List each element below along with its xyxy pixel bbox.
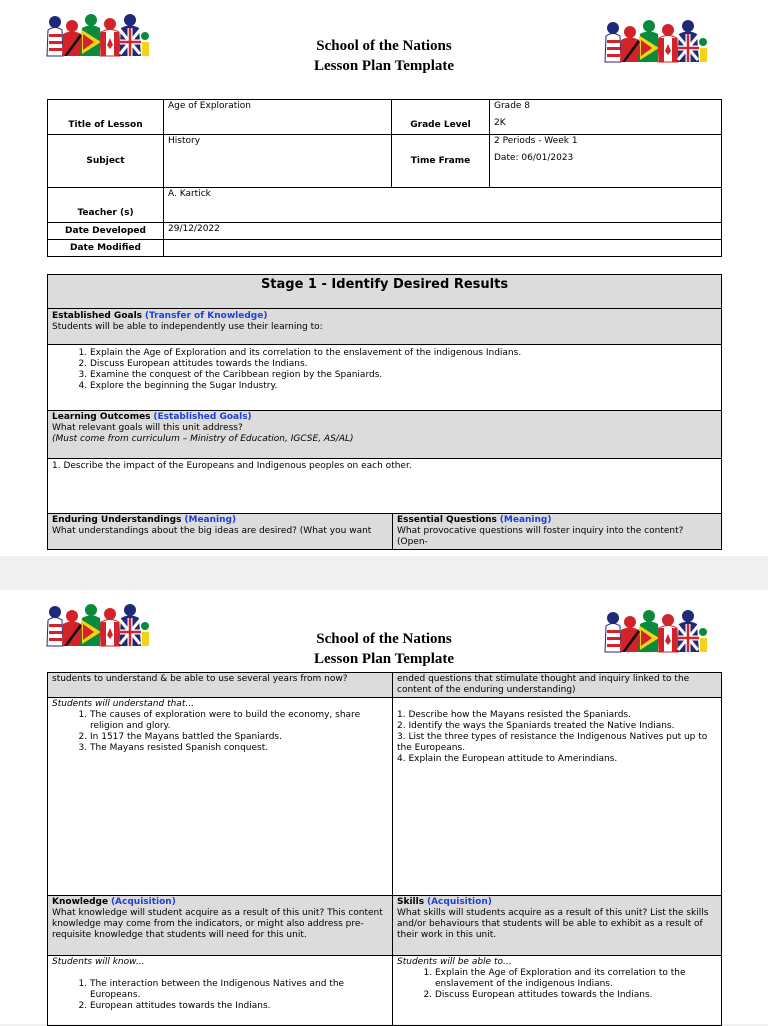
- outcomes-heading: Learning Outcomes: [52, 412, 151, 422]
- timeframe-value[interactable]: [490, 135, 722, 188]
- outcomes-prompt: What relevant goals will this unit address?: [52, 423, 243, 433]
- teacher-value[interactable]: A. Kartick: [164, 188, 722, 223]
- questions-content[interactable]: [393, 698, 722, 896]
- eu-tag: (Meaning): [184, 515, 237, 525]
- modified-value[interactable]: [164, 240, 722, 257]
- stage-1-continued-table: [47, 672, 722, 1026]
- goals-tag: (Transfer of Knowledge): [144, 311, 268, 321]
- skills-prompt: What skills will students acquire as a result of this unit? List the skills and/or behaviours that students will be able to exhibit as a result of their work in this unit.: [397, 908, 709, 940]
- timeframe-line-1: 2 Periods - Week 1: [494, 136, 578, 146]
- eu-prompt-continued: students to understand & be able to use several years from now?: [48, 673, 393, 698]
- subject-label: Subject: [48, 135, 164, 188]
- goals-heading: Established Goals: [52, 311, 143, 321]
- stage-1-table: [47, 274, 722, 550]
- page-2: [0, 590, 768, 1024]
- grade-line-2: 2K: [494, 118, 506, 128]
- grade-line-1: Grade 8: [494, 101, 531, 111]
- outcomes-tag: (Established Goals): [153, 412, 252, 422]
- developed-value[interactable]: 29/12/2022: [164, 223, 722, 240]
- eu-heading: Enduring Understandings: [52, 515, 182, 525]
- title-label: Title of Lesson: [48, 100, 164, 135]
- list-item: 3. The Mayans resisted Spanish conquest.: [90, 743, 388, 754]
- skills-heading: Skills: [397, 897, 425, 907]
- timeframe-label: Time Frame: [392, 135, 490, 188]
- list-item: 3. Examine the conquest of the Caribbean region by the Spaniards.: [90, 370, 717, 381]
- knowledge-content[interactable]: [48, 956, 393, 1026]
- skills-list: [397, 968, 717, 1001]
- eq-prompt: What provocative questions will foster inquiry into the content? (Open-: [397, 526, 684, 547]
- goals-content[interactable]: [48, 345, 722, 411]
- goals-list: [52, 348, 717, 392]
- list-item: 2. Identify the ways the Spaniards treated the Native Indians.: [397, 721, 675, 731]
- school-name: School of the Nations: [316, 38, 452, 54]
- list-item: 4. Explain the European attitude to Amerindians.: [397, 754, 618, 764]
- skills-content[interactable]: [393, 956, 722, 1026]
- eq-tag: (Meaning): [499, 515, 552, 525]
- established-goals-header: [48, 309, 722, 345]
- timeframe-line-2: Date: 06/01/2023: [494, 153, 574, 163]
- able-lead: Students will be able to...: [397, 957, 512, 967]
- template-title: Lesson Plan Template: [313, 651, 455, 667]
- list-item: 2. European attitudes towards the Indians.: [90, 1001, 388, 1012]
- grade-label: Grade Level: [392, 100, 490, 135]
- knowledge-header: [48, 896, 393, 956]
- essential-questions-header: [393, 514, 722, 550]
- knowledge-prompt: What knowledge will student acquire as a result of this unit? This content knowledge may come from the indicators, or might also address pre-requisite knowledge that students will need for this unit.: [52, 908, 383, 940]
- lesson-info-table: [47, 99, 722, 257]
- developed-label: Date Developed: [48, 223, 164, 240]
- eq-heading: Essential Questions: [397, 515, 497, 525]
- list-item: 4. Explore the beginning the Sugar Industry.: [90, 381, 717, 392]
- skills-tag: (Acquisition): [426, 897, 492, 907]
- knowledge-heading: Knowledge: [52, 897, 109, 907]
- list-item: 3. List the three types of resistance the Indigenous Natives put up to the Europeans.: [397, 732, 708, 753]
- outcomes-content[interactable]: 1. Describe the impact of the Europeans and Indigenous peoples on each other.: [48, 459, 722, 514]
- template-title: Lesson Plan Template: [313, 58, 455, 74]
- school-name: School of the Nations: [316, 631, 452, 647]
- list-item: 2. In 1517 the Mayans battled the Spaniards.: [90, 732, 388, 743]
- list-item: 1. Describe how the Mayans resisted the Spaniards.: [397, 710, 631, 720]
- understandings-list: [52, 710, 388, 754]
- eu-prompt: What understandings about the big ideas are desired? (What you want: [52, 526, 372, 536]
- knowledge-tag: (Acquisition): [110, 897, 176, 907]
- subject-value[interactable]: History: [164, 135, 392, 188]
- skills-header: [393, 896, 722, 956]
- understand-lead: Students will understand that...: [52, 699, 194, 709]
- list-item: 1. Explain the Age of Exploration and its correlation to the enslavement of the indigenous Indians.: [435, 968, 717, 990]
- grade-value[interactable]: [490, 100, 722, 135]
- modified-label: Date Modified: [48, 240, 164, 257]
- enduring-understandings-header: [48, 514, 393, 550]
- understandings-content[interactable]: [48, 698, 393, 896]
- list-item: 1. Explain the Age of Exploration and its correlation to the enslavement of the indigenous Indians.: [90, 348, 717, 359]
- list-item: 1. The causes of exploration were to build the economy, share religion and glory.: [90, 710, 388, 732]
- list-item: 2. Discuss European attitudes towards the Indians.: [90, 359, 717, 370]
- outcomes-note: (Must come from curriculum – Ministry of Education, IGCSE, AS/AL): [52, 434, 354, 444]
- know-lead: Students will know...: [52, 957, 145, 967]
- teacher-label: Teacher (s): [48, 188, 164, 223]
- learning-outcomes-header: [48, 411, 722, 459]
- knowledge-list: [52, 979, 388, 1012]
- list-item: 1. The interaction between the Indigenous Natives and the Europeans.: [90, 979, 388, 1001]
- goals-prompt: Students will be able to independently use their learning to:: [52, 322, 323, 332]
- eq-prompt-continued: ended questions that stimulate thought and inquiry linked to the content of the enduring understanding): [393, 673, 722, 698]
- title-value[interactable]: Age of Exploration: [164, 100, 392, 135]
- list-item: 2. Discuss European attitudes towards the Indians.: [435, 990, 717, 1001]
- stage-1-title: Stage 1 - Identify Desired Results: [48, 275, 722, 309]
